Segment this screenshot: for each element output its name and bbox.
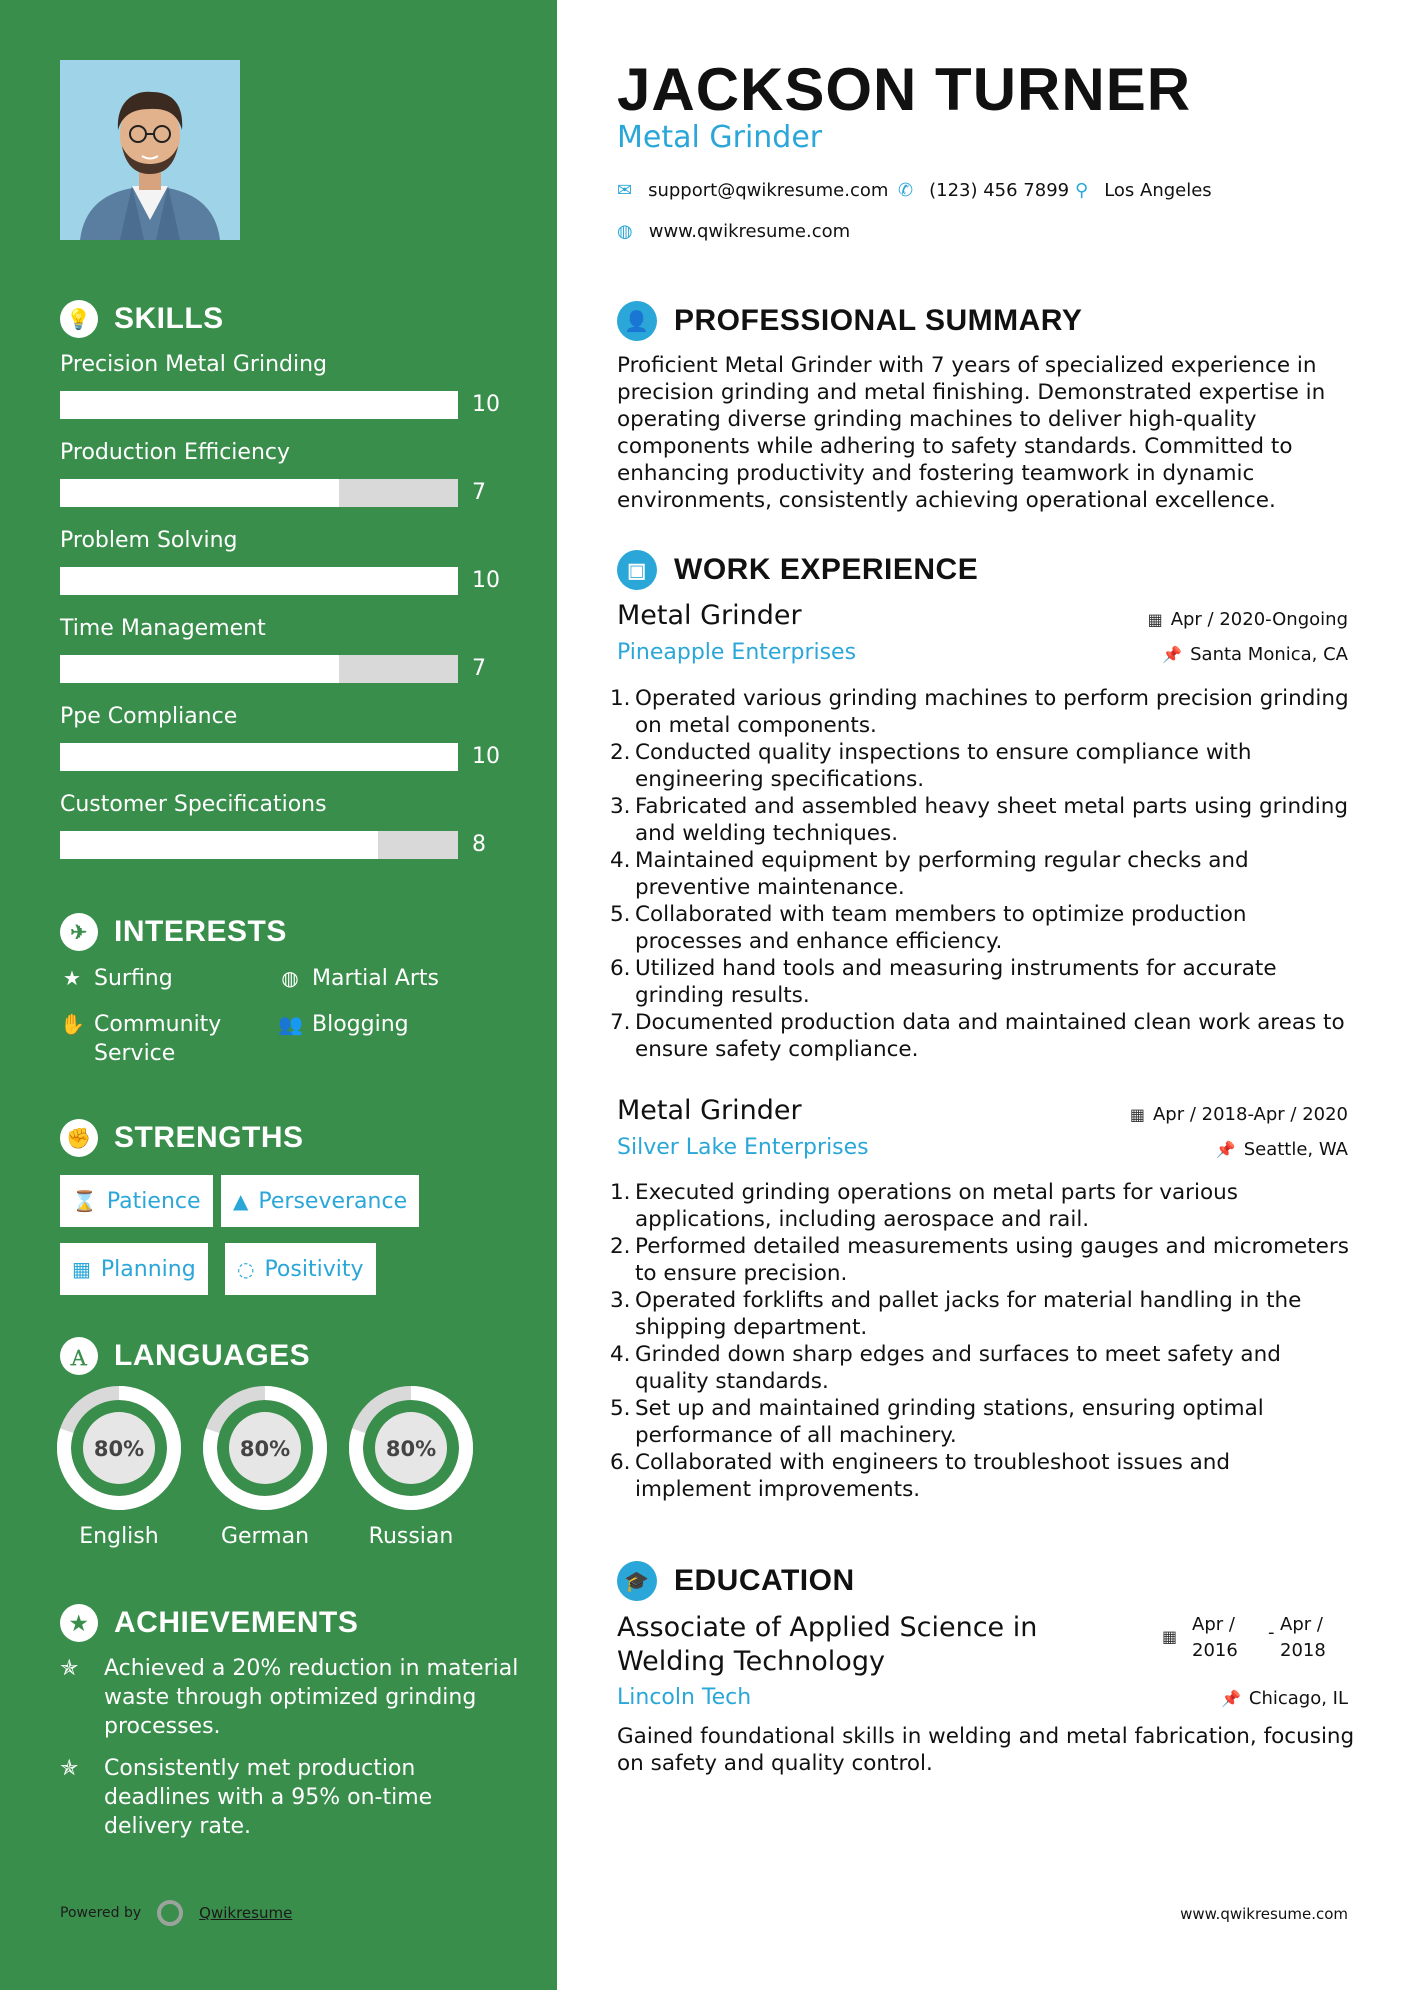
job-location: 📌 Santa Monica, CA [1162,644,1348,665]
skill-name: Time Management [60,616,266,641]
strengths-heading: ✊ STRENGTHS [60,1119,304,1157]
calendar-icon: ▦ [1147,610,1163,629]
skill-bar-fill [60,567,458,595]
contact-email[interactable]: ✉ support@qwikresume.com [617,180,889,201]
language-name: German [220,1524,310,1549]
rocket-star-icon: ✯ [60,1756,79,1781]
list-item: 6. Collaborated with engineers to troubleshoot issues and implement improvements. [610,1450,1231,1502]
job-duties [610,685,1350,1063]
lightbulb-icon: 💡 [60,300,98,338]
school-name: Lincoln Tech [617,1685,752,1710]
skill-item [60,614,520,681]
skill-item [60,526,520,593]
star-icon: ★ [63,966,81,990]
edu-end-date: Apr / 2018 [1280,1614,1326,1661]
skill-name: Problem Solving [60,528,238,553]
interest-item: ✋ Community Service [60,1012,222,1066]
skills-heading: 💡 SKILLS [60,300,224,338]
skill-item [60,790,520,857]
list-item: 1. Executed grinding operations on metal parts for various applications, including aerospace and rail. [610,1180,1238,1232]
list-item: 5. Collaborated with team members to optimize production processes and enhance efficiency. [610,902,1247,954]
summary-heading: 👤 PROFESSIONAL SUMMARY [617,301,1082,341]
circle-notch-icon: ◌ [237,1257,255,1281]
skill-bar [60,655,458,683]
road-icon: ▲ [233,1189,249,1213]
skill-name: Customer Specifications [60,792,327,817]
achievement-item: ✯ Consistently met production deadlines with a 95% on-time delivery rate. [60,1756,433,1839]
job-location: 📌 Seattle, WA [1215,1139,1348,1160]
language-item [203,1386,327,1549]
summary-text: Proficient Metal Grinder with 7 years of specialized experience in precision grinding and metal finishing. Demonstrated expertise in operating diverse grinding machines to deliver high-quality components while adhering to safety standards. Committed to enhancing productivity and fostering teamwork in dynamic environments, consistently achieving operational excellence. [617,353,1326,513]
skill-bar-fill [60,743,458,771]
list-item: 4. Maintained equipment by performing regular checks and preventive maintenance. [610,848,1249,900]
hourglass-icon: ⌛ [72,1189,97,1213]
skill-name: Ppe Compliance [60,704,238,729]
language-item [349,1386,473,1549]
pushpin-icon: 📌 [1162,645,1183,664]
user-icon: 👤 [617,301,657,341]
skill-value: 10 [472,744,500,769]
job-title: Metal Grinder [617,1095,802,1126]
language-name: Russian [368,1524,454,1549]
school-location: 📌 Chicago, IL [1220,1688,1348,1709]
briefcase-icon: ▣ [617,550,657,590]
contact-location: ⚲ Los Angeles [1075,180,1212,201]
strength-chip: ▲ Perseverance [221,1175,419,1227]
language-icon: Ａ [60,1337,98,1375]
education-heading: 🎓 EDUCATION [617,1561,855,1601]
candidate-role: Metal Grinder [617,120,823,155]
skill-item [60,702,520,769]
skill-name: Production Efficiency [60,440,291,465]
calendar-icon: ▦ [72,1257,91,1281]
skill-value: 8 [472,832,486,857]
language-ring [57,1386,181,1510]
skill-bar-fill [60,479,339,507]
language-item [57,1386,181,1549]
achievement-item: ✯ Achieved a 20% reduction in material waste through optimized grinding processes. [60,1656,519,1739]
list-item: 4. Grinded down sharp edges and surfaces to meet safety and quality standards. [610,1342,1281,1394]
list-item: 6. Utilized hand tools and measuring instruments for accurate grinding results. [610,956,1277,1008]
interest-item: 👥 Blogging [278,1012,409,1037]
experience-heading: ▣ WORK EXPERIENCE [617,550,978,590]
graduation-cap-icon: 🎓 [617,1561,657,1601]
skill-bar [60,743,458,771]
language-ring [349,1386,473,1510]
powered-by: Powered by Qwikresume [60,1900,292,1926]
strength-chip: ◌ Positivity [225,1243,376,1295]
job-company: Pineapple Enterprises [617,640,857,665]
skill-value: 10 [472,392,500,417]
paper-plane-icon: ✈ [60,913,98,951]
strength-chip: ▦ Planning [60,1243,208,1295]
interests-heading: ✈ INTERESTS [60,913,287,951]
job-title: Metal Grinder [617,600,802,631]
skill-value: 10 [472,568,500,593]
language-percent: 80% [93,1437,145,1461]
phone-icon: ✆ [898,180,914,201]
list-item: 3. Operated forklifts and pallet jacks for material handling in the shipping department. [610,1288,1302,1340]
fist-icon: ✊ [60,1119,98,1157]
list-item: 7. Documented production data and maintained clean work areas to ensure safety compliance. [610,1010,1345,1062]
hand-icon: ✋ [60,1012,85,1036]
sidebar [0,0,557,1990]
pushpin-icon: 📌 [1215,1140,1236,1159]
achievements-heading: ★ ACHIEVEMENTS [60,1604,358,1642]
job-company: Silver Lake Enterprises [617,1135,869,1160]
interest-item: ◍ Martial Arts [278,964,508,993]
list-item: 2. Performed detailed measurements using gauges and micrometers to ensure precision. [610,1234,1349,1286]
globe-icon: ◍ [281,966,299,990]
footer-url[interactable]: www.qwikresume.com [1180,1905,1348,1923]
edu-separator: - [1268,1622,1275,1643]
pushpin-icon: 📌 [1220,1689,1241,1708]
skill-bar-fill [60,391,458,419]
skill-name: Precision Metal Grinding [60,352,328,377]
envelope-icon: ✉ [617,180,633,201]
contact-phone[interactable]: ✆ (123) 456 7899 [898,180,1070,201]
job-dates: ▦ Apr / 2020-Ongoing [1147,609,1348,630]
education-description: Gained foundational skills in welding and metal fabrication, focusing on safety and quality control. [617,1724,1355,1776]
map-pin-icon: ⚲ [1075,180,1089,201]
strength-chip: ⌛ Patience [60,1175,213,1227]
list-item: 5. Set up and maintained grinding stations, ensuring optimal performance of all machinery. [610,1396,1264,1448]
calendar-icon: ▦ [1129,1105,1145,1124]
list-item: 3. Fabricated and assembled heavy sheet metal parts using grinding and welding techniques. [610,794,1348,846]
skill-value: 7 [472,480,486,505]
contact-website[interactable]: ◍ www.qwikresume.com [617,221,851,242]
interest-item: ★ Surfing [60,964,260,993]
skill-bar [60,479,458,507]
skill-bar-fill [60,655,339,683]
list-item: 2. Conducted quality inspections to ensure compliance with engineering specifications. [610,740,1252,792]
users-icon: 👥 [278,1012,303,1036]
skill-bar [60,831,458,859]
languages-heading: Ａ LANGUAGES [60,1337,310,1375]
rocket-star-icon: ✯ [60,1656,79,1681]
language-percent: 80% [239,1437,291,1461]
skill-bar-fill [60,831,378,859]
brand-link[interactable]: Qwikresume [199,1904,293,1922]
globe-icon: ◍ [617,221,633,242]
job-dates: ▦ Apr / 2018-Apr / 2020 [1129,1104,1348,1125]
list-item: 1. Operated various grinding machines to perform precision grinding on metal components. [610,686,1349,738]
skill-bar [60,391,458,419]
skill-value: 7 [472,656,486,681]
degree-title: Associate of Applied Science in Welding Technology [617,1612,1038,1677]
job-duties [610,1179,1350,1503]
language-percent: 80% [385,1437,437,1461]
skill-item [60,350,520,417]
language-ring [203,1386,327,1510]
language-name: English [79,1524,159,1549]
edu-start-date: ▦ Apr / 2016 [1162,1614,1238,1661]
candidate-name: JACKSON TURNER [617,56,1192,123]
skill-item [60,438,520,505]
profile-photo [60,60,240,240]
star-badge-icon: ★ [60,1604,98,1642]
qwikresume-logo-icon [157,1900,183,1926]
calendar-icon: ▦ [1162,1627,1178,1646]
skill-bar [60,567,458,595]
